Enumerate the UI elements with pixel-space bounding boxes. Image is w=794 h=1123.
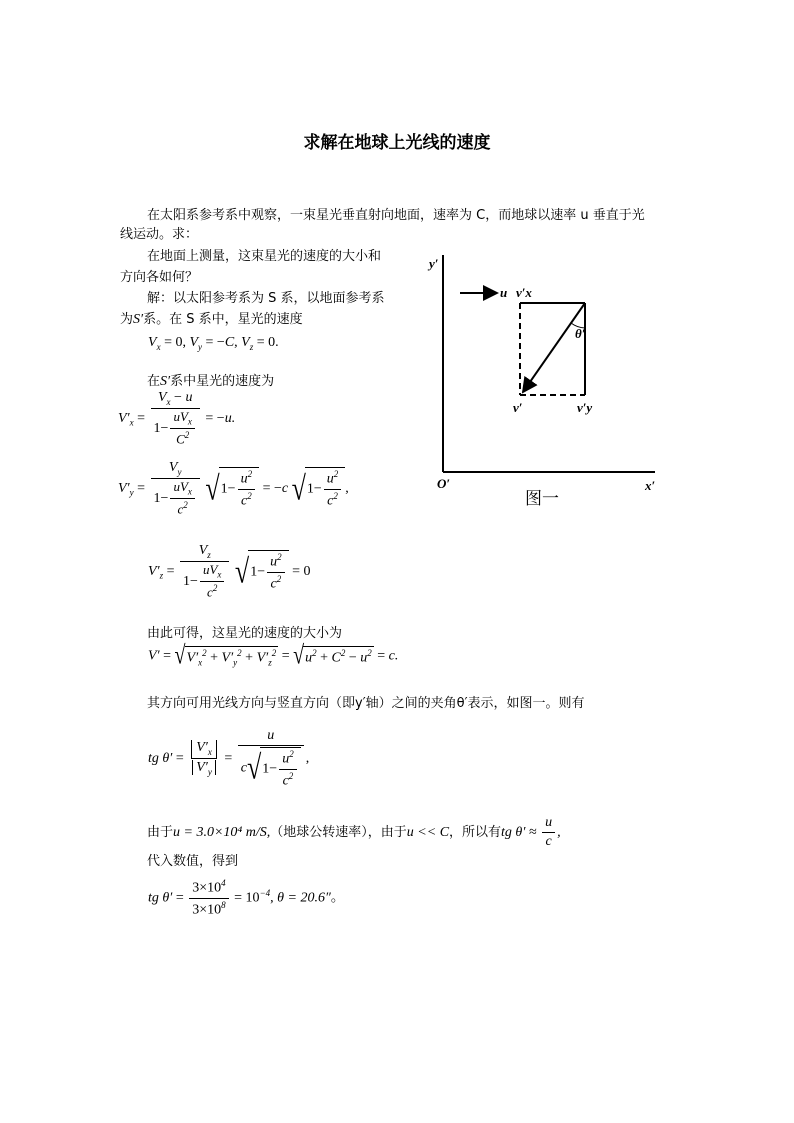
theta-label: θ′	[575, 326, 586, 341]
page-title: 求解在地球上光线的速度	[303, 133, 491, 153]
approx-tan: tg θ′ ≈ $\frac{u}{c}$ ,	[501, 815, 561, 850]
question-line-2: 方向各如何？	[120, 270, 199, 285]
since-u-line	[147, 815, 561, 850]
x-axis-label: x′	[645, 478, 656, 493]
because-word: 由于	[147, 824, 174, 840]
substitute-line: 代入数值，得到	[147, 854, 239, 869]
v-prime-arrow	[523, 303, 585, 392]
intro-line-2: 线运动。求：	[120, 227, 199, 242]
equation-vx-prime: $V'_x$ = $V_x - u$ 1− $\frac{uV_x}{C^2}$ = −u.	[118, 390, 236, 447]
origin-label: O′	[437, 476, 451, 491]
u-value: u = 3.0×10⁴ m/S,	[173, 824, 271, 840]
in-sprime-line	[147, 370, 274, 390]
u-ll-c: u << C	[406, 824, 450, 840]
in-sprime-word-b: 系中星光的速度为	[170, 374, 275, 389]
equation-final-result: tg θ′ = $\frac{3\times 10^4}{3\times 10^8}$ = $10^{-4}$, θ = 20.6″。	[148, 878, 345, 918]
solution-line-2	[120, 308, 303, 328]
equation-vy-prime: $V'_y$ = $V_y$ 1− $\frac{uV_x}{c^2}$ √1− $\frac{u^2}{c^2}$ = −c √1− $\frac{u^2}{c^2}$ ,	[118, 460, 349, 517]
sprime-symbol-2: S′	[160, 374, 171, 389]
equation-vz-prime: $V'_z$ = $V_z$ 1− $\frac{uV_x}{c^2}$ √1− $\frac{u^2}{c^2}$ = 0	[148, 543, 311, 600]
earth-speed-text: （地球公转速率），由于	[270, 824, 407, 840]
solution-line-1: 解：以太阳参考系为 S 系，以地面参考系	[147, 291, 385, 306]
v-prime-label: v′	[513, 400, 523, 415]
question-line-1: 在地面上测量，这束星光的速度的大小和	[147, 249, 382, 264]
sprime-symbol: S′	[133, 312, 144, 327]
solution-word-rest: 系。在 S 系中，星光的速度	[143, 312, 303, 327]
intro-line-1: 在太阳系参考系中观察，一束星光垂直射向地面，速率为 C，而地球以速率 u 垂直于光	[147, 208, 645, 223]
so-have-text: ，所以有	[449, 824, 502, 840]
y-axis-label: y′	[429, 256, 439, 271]
solution-word-wei: 为	[120, 312, 134, 327]
figure-one	[425, 250, 670, 520]
final-period: 。	[330, 890, 345, 906]
equation-v-magnitude: $V' = √V'_x^2 + V'_y^2 + V'_z^2 = √u^2 + C^2 - u^2 = c$.	[148, 641, 399, 671]
vy-label: v′y	[577, 400, 593, 415]
figure-caption: 图一	[525, 489, 559, 508]
equation-tan-theta: tg θ′ = $\frac{V'_x}{V'_y}$ = u c√1− $\frac{u^2}{c^2}$ ,	[148, 728, 310, 789]
equation-v-components: $V_x = 0$, $V_y = -C$, $V_z = 0$.	[148, 335, 279, 352]
vx-label: v′x	[516, 285, 532, 300]
in-sprime-word-a: 在	[147, 374, 161, 389]
magnitude-line: 由此可得，这星光的速度的大小为	[147, 626, 343, 641]
u-arrow-label: u	[500, 285, 508, 300]
theta-result: θ = 20.6″	[277, 890, 331, 906]
direction-line: 其方向可用光线方向与竖直方向（即y′轴）之间的夹角θ′表示，如图一。则有	[147, 696, 585, 711]
